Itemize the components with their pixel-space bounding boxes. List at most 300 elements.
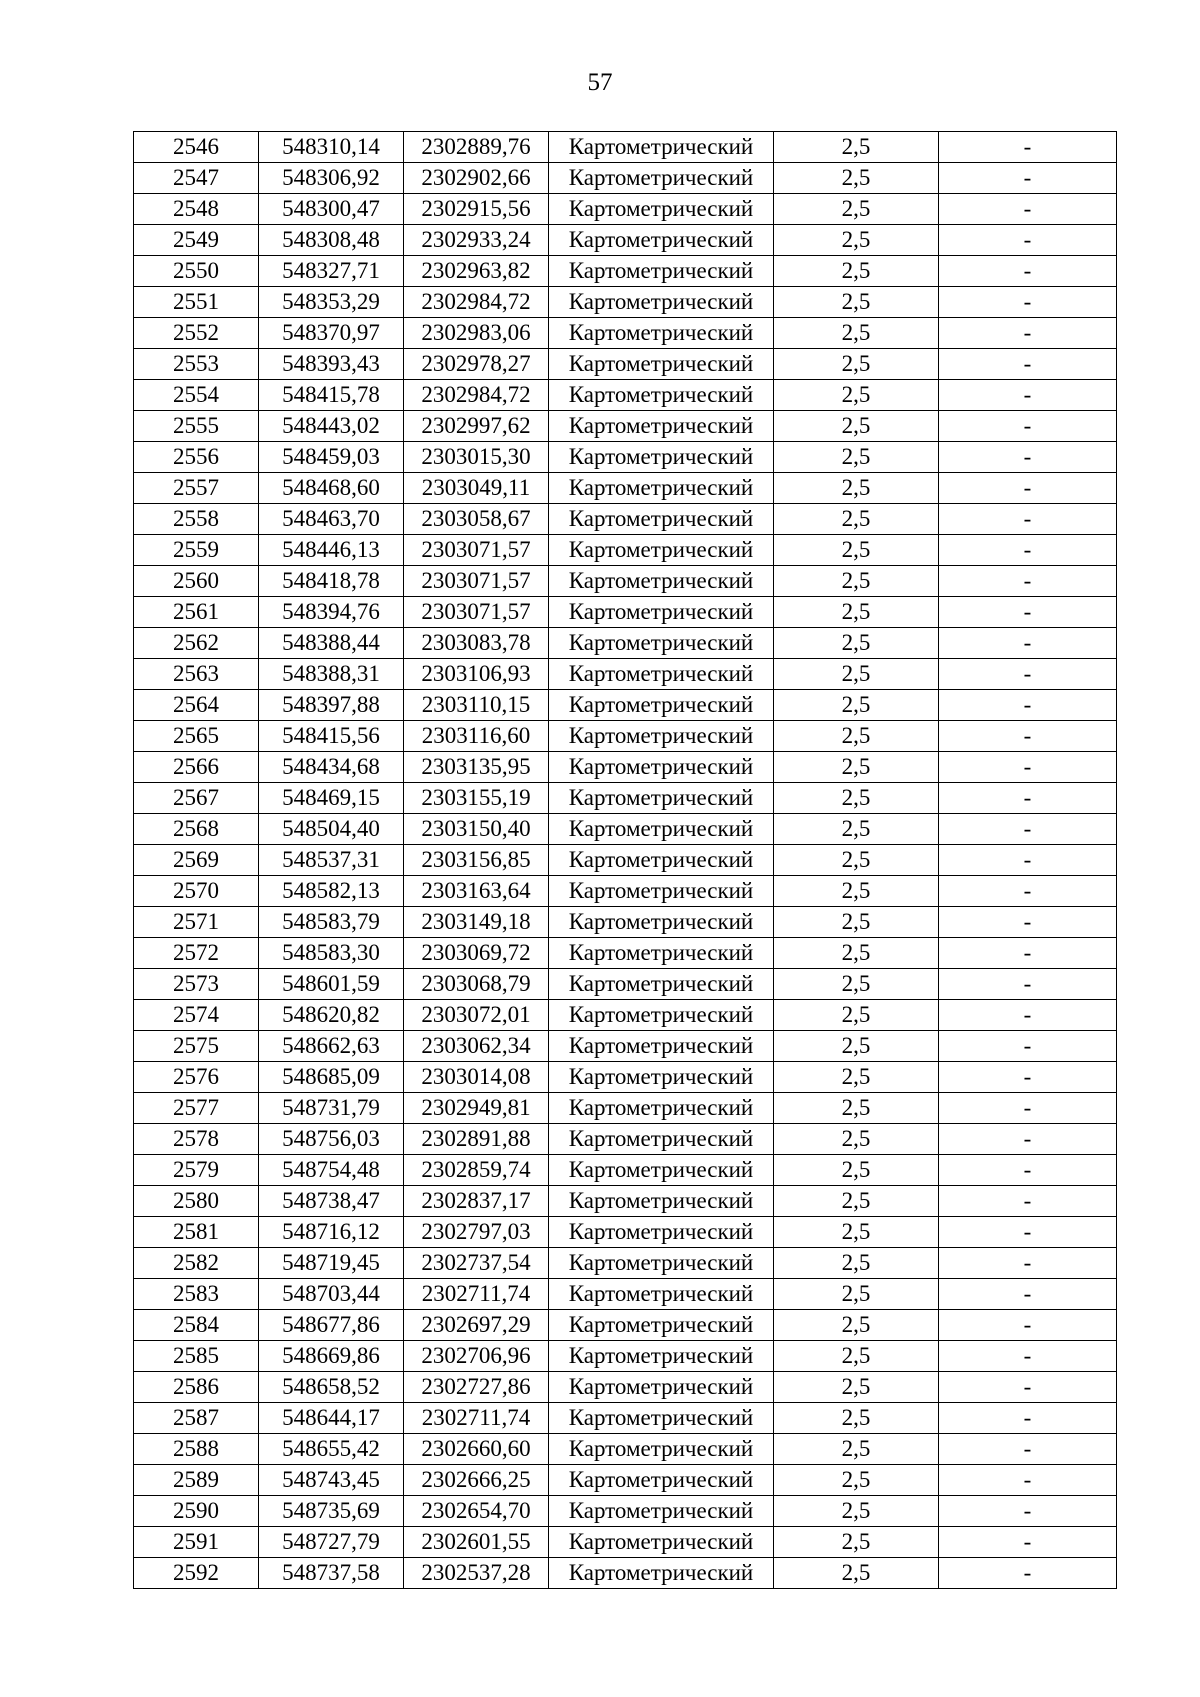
method-cell: Картометрический — [549, 1403, 774, 1434]
table-row — [134, 1093, 1117, 1124]
method-cell: Картометрический — [549, 876, 774, 907]
table-row — [134, 752, 1117, 783]
point-number-cell: 2547 — [134, 163, 259, 194]
y-coordinate-cell: 2302660,60 — [404, 1434, 549, 1465]
y-coordinate-cell: 2302666,25 — [404, 1465, 549, 1496]
accuracy-cell: 2,5 — [774, 566, 939, 597]
accuracy-cell: 2,5 — [774, 1279, 939, 1310]
y-coordinate-cell: 2302984,72 — [404, 380, 549, 411]
x-coordinate-cell: 548716,12 — [259, 1217, 404, 1248]
x-coordinate-cell: 548677,86 — [259, 1310, 404, 1341]
point-number-cell: 2577 — [134, 1093, 259, 1124]
point-number-cell: 2551 — [134, 287, 259, 318]
page-number: 57 — [587, 69, 613, 96]
accuracy-cell: 2,5 — [774, 380, 939, 411]
method-cell: Картометрический — [549, 721, 774, 752]
description-cell: - — [939, 1341, 1117, 1372]
method-cell: Картометрический — [549, 318, 774, 349]
description-cell: - — [939, 1155, 1117, 1186]
method-cell: Картометрический — [549, 349, 774, 380]
accuracy-cell: 2,5 — [774, 938, 939, 969]
accuracy-cell: 2,5 — [774, 225, 939, 256]
accuracy-cell: 2,5 — [774, 1217, 939, 1248]
point-number-cell: 2579 — [134, 1155, 259, 1186]
point-number-cell: 2561 — [134, 597, 259, 628]
y-coordinate-cell: 2303062,34 — [404, 1031, 549, 1062]
description-cell: - — [939, 597, 1117, 628]
description-cell: - — [939, 473, 1117, 504]
y-coordinate-cell: 2303150,40 — [404, 814, 549, 845]
x-coordinate-cell: 548727,79 — [259, 1527, 404, 1558]
method-cell: Картометрический — [549, 938, 774, 969]
y-coordinate-cell: 2302797,03 — [404, 1217, 549, 1248]
accuracy-cell: 2,5 — [774, 287, 939, 318]
point-number-cell: 2585 — [134, 1341, 259, 1372]
x-coordinate-cell: 548669,86 — [259, 1341, 404, 1372]
accuracy-cell: 2,5 — [774, 659, 939, 690]
accuracy-cell: 2,5 — [774, 132, 939, 163]
accuracy-cell: 2,5 — [774, 1155, 939, 1186]
accuracy-cell: 2,5 — [774, 1062, 939, 1093]
y-coordinate-cell: 2303163,64 — [404, 876, 549, 907]
y-coordinate-cell: 2302711,74 — [404, 1279, 549, 1310]
method-cell: Картометрический — [549, 845, 774, 876]
method-cell: Картометрический — [549, 1496, 774, 1527]
accuracy-cell: 2,5 — [774, 690, 939, 721]
coordinates-table-body — [134, 132, 1117, 1589]
table-row — [134, 442, 1117, 473]
x-coordinate-cell: 548582,13 — [259, 876, 404, 907]
table-row — [134, 566, 1117, 597]
method-cell: Картометрический — [549, 1000, 774, 1031]
table-row — [134, 1434, 1117, 1465]
y-coordinate-cell: 2303116,60 — [404, 721, 549, 752]
x-coordinate-cell: 548737,58 — [259, 1558, 404, 1589]
x-coordinate-cell: 548388,44 — [259, 628, 404, 659]
method-cell: Картометрический — [549, 1186, 774, 1217]
accuracy-cell: 2,5 — [774, 504, 939, 535]
point-number-cell: 2581 — [134, 1217, 259, 1248]
x-coordinate-cell: 548415,78 — [259, 380, 404, 411]
description-cell: - — [939, 907, 1117, 938]
description-cell: - — [939, 938, 1117, 969]
y-coordinate-cell: 2302978,27 — [404, 349, 549, 380]
accuracy-cell: 2,5 — [774, 256, 939, 287]
point-number-cell: 2553 — [134, 349, 259, 380]
table-row — [134, 1186, 1117, 1217]
point-number-cell: 2583 — [134, 1279, 259, 1310]
y-coordinate-cell: 2303058,67 — [404, 504, 549, 535]
x-coordinate-cell: 548468,60 — [259, 473, 404, 504]
method-cell: Картометрический — [549, 1062, 774, 1093]
table-row — [134, 1558, 1117, 1589]
method-cell: Картометрический — [549, 1124, 774, 1155]
point-number-cell: 2590 — [134, 1496, 259, 1527]
description-cell: - — [939, 194, 1117, 225]
y-coordinate-cell: 2302727,86 — [404, 1372, 549, 1403]
accuracy-cell: 2,5 — [774, 845, 939, 876]
y-coordinate-cell: 2302706,96 — [404, 1341, 549, 1372]
y-coordinate-cell: 2303071,57 — [404, 535, 549, 566]
x-coordinate-cell: 548644,17 — [259, 1403, 404, 1434]
point-number-cell: 2578 — [134, 1124, 259, 1155]
x-coordinate-cell: 548418,78 — [259, 566, 404, 597]
point-number-cell: 2556 — [134, 442, 259, 473]
point-number-cell: 2557 — [134, 473, 259, 504]
y-coordinate-cell: 2303015,30 — [404, 442, 549, 473]
table-row — [134, 1465, 1117, 1496]
x-coordinate-cell: 548583,79 — [259, 907, 404, 938]
x-coordinate-cell: 548327,71 — [259, 256, 404, 287]
accuracy-cell: 2,5 — [774, 1527, 939, 1558]
y-coordinate-cell: 2302837,17 — [404, 1186, 549, 1217]
y-coordinate-cell: 2302711,74 — [404, 1403, 549, 1434]
description-cell: - — [939, 1496, 1117, 1527]
description-cell: - — [939, 1031, 1117, 1062]
method-cell: Картометрический — [549, 1434, 774, 1465]
accuracy-cell: 2,5 — [774, 876, 939, 907]
description-cell: - — [939, 411, 1117, 442]
accuracy-cell: 2,5 — [774, 411, 939, 442]
accuracy-cell: 2,5 — [774, 1124, 939, 1155]
table-row — [134, 659, 1117, 690]
method-cell: Картометрический — [549, 163, 774, 194]
description-cell: - — [939, 1465, 1117, 1496]
description-cell: - — [939, 1403, 1117, 1434]
method-cell: Картометрический — [549, 411, 774, 442]
x-coordinate-cell: 548459,03 — [259, 442, 404, 473]
y-coordinate-cell: 2302983,06 — [404, 318, 549, 349]
table-row — [134, 1062, 1117, 1093]
description-cell: - — [939, 1279, 1117, 1310]
table-row — [134, 1217, 1117, 1248]
table-row — [134, 907, 1117, 938]
y-coordinate-cell: 2303049,11 — [404, 473, 549, 504]
description-cell: - — [939, 287, 1117, 318]
method-cell: Картометрический — [549, 535, 774, 566]
x-coordinate-cell: 548620,82 — [259, 1000, 404, 1031]
point-number-cell: 2546 — [134, 132, 259, 163]
x-coordinate-cell: 548662,63 — [259, 1031, 404, 1062]
y-coordinate-cell: 2303106,93 — [404, 659, 549, 690]
point-number-cell: 2554 — [134, 380, 259, 411]
x-coordinate-cell: 548370,97 — [259, 318, 404, 349]
point-number-cell: 2550 — [134, 256, 259, 287]
x-coordinate-cell: 548754,48 — [259, 1155, 404, 1186]
accuracy-cell: 2,5 — [774, 814, 939, 845]
description-cell: - — [939, 1217, 1117, 1248]
x-coordinate-cell: 548463,70 — [259, 504, 404, 535]
table-row — [134, 132, 1117, 163]
accuracy-cell: 2,5 — [774, 1372, 939, 1403]
table-row — [134, 814, 1117, 845]
point-number-cell: 2572 — [134, 938, 259, 969]
table-row — [134, 380, 1117, 411]
description-cell: - — [939, 1062, 1117, 1093]
method-cell: Картометрический — [549, 504, 774, 535]
y-coordinate-cell: 2302889,76 — [404, 132, 549, 163]
method-cell: Картометрический — [549, 907, 774, 938]
x-coordinate-cell: 548393,43 — [259, 349, 404, 380]
y-coordinate-cell: 2302915,56 — [404, 194, 549, 225]
description-cell: - — [939, 1372, 1117, 1403]
y-coordinate-cell: 2302933,24 — [404, 225, 549, 256]
point-number-cell: 2559 — [134, 535, 259, 566]
accuracy-cell: 2,5 — [774, 1310, 939, 1341]
y-coordinate-cell: 2302963,82 — [404, 256, 549, 287]
x-coordinate-cell: 548601,59 — [259, 969, 404, 1000]
description-cell: - — [939, 132, 1117, 163]
accuracy-cell: 2,5 — [774, 597, 939, 628]
y-coordinate-cell: 2303068,79 — [404, 969, 549, 1000]
table-row — [134, 1496, 1117, 1527]
point-number-cell: 2588 — [134, 1434, 259, 1465]
y-coordinate-cell: 2302859,74 — [404, 1155, 549, 1186]
table-row — [134, 783, 1117, 814]
description-cell: - — [939, 1310, 1117, 1341]
y-coordinate-cell: 2303135,95 — [404, 752, 549, 783]
coordinates-table — [133, 131, 1117, 1589]
description-cell: - — [939, 256, 1117, 287]
table-row — [134, 628, 1117, 659]
method-cell: Картометрический — [549, 1279, 774, 1310]
table-row — [134, 318, 1117, 349]
method-cell: Картометрический — [549, 1248, 774, 1279]
x-coordinate-cell: 548415,56 — [259, 721, 404, 752]
point-number-cell: 2584 — [134, 1310, 259, 1341]
table-row — [134, 721, 1117, 752]
accuracy-cell: 2,5 — [774, 907, 939, 938]
table-row — [134, 256, 1117, 287]
table-row — [134, 1372, 1117, 1403]
method-cell: Картометрический — [549, 597, 774, 628]
method-cell: Картометрический — [549, 473, 774, 504]
description-cell: - — [939, 690, 1117, 721]
point-number-cell: 2563 — [134, 659, 259, 690]
accuracy-cell: 2,5 — [774, 1465, 939, 1496]
table-row — [134, 1155, 1117, 1186]
description-cell: - — [939, 876, 1117, 907]
x-coordinate-cell: 548306,92 — [259, 163, 404, 194]
table-row — [134, 845, 1117, 876]
table-row — [134, 163, 1117, 194]
table-row — [134, 1124, 1117, 1155]
accuracy-cell: 2,5 — [774, 1403, 939, 1434]
description-cell: - — [939, 752, 1117, 783]
description-cell: - — [939, 566, 1117, 597]
x-coordinate-cell: 548434,68 — [259, 752, 404, 783]
method-cell: Картометрический — [549, 690, 774, 721]
point-number-cell: 2555 — [134, 411, 259, 442]
accuracy-cell: 2,5 — [774, 194, 939, 225]
accuracy-cell: 2,5 — [774, 1186, 939, 1217]
table-row — [134, 1248, 1117, 1279]
method-cell: Картометрический — [549, 814, 774, 845]
accuracy-cell: 2,5 — [774, 721, 939, 752]
x-coordinate-cell: 548703,44 — [259, 1279, 404, 1310]
point-number-cell: 2570 — [134, 876, 259, 907]
method-cell: Картометрический — [549, 380, 774, 411]
method-cell: Картометрический — [549, 752, 774, 783]
point-number-cell: 2558 — [134, 504, 259, 535]
y-coordinate-cell: 2303014,08 — [404, 1062, 549, 1093]
y-coordinate-cell: 2302984,72 — [404, 287, 549, 318]
y-coordinate-cell: 2303069,72 — [404, 938, 549, 969]
point-number-cell: 2586 — [134, 1372, 259, 1403]
table-row — [134, 1279, 1117, 1310]
x-coordinate-cell: 548735,69 — [259, 1496, 404, 1527]
x-coordinate-cell: 548658,52 — [259, 1372, 404, 1403]
point-number-cell: 2567 — [134, 783, 259, 814]
point-number-cell: 2582 — [134, 1248, 259, 1279]
method-cell: Картометрический — [549, 194, 774, 225]
accuracy-cell: 2,5 — [774, 1248, 939, 1279]
table-row — [134, 473, 1117, 504]
description-cell: - — [939, 163, 1117, 194]
point-number-cell: 2568 — [134, 814, 259, 845]
table-row — [134, 969, 1117, 1000]
y-coordinate-cell: 2303155,19 — [404, 783, 549, 814]
x-coordinate-cell: 548446,13 — [259, 535, 404, 566]
point-number-cell: 2592 — [134, 1558, 259, 1589]
x-coordinate-cell: 548738,47 — [259, 1186, 404, 1217]
table-row — [134, 876, 1117, 907]
method-cell: Картометрический — [549, 1031, 774, 1062]
y-coordinate-cell: 2302601,55 — [404, 1527, 549, 1558]
accuracy-cell: 2,5 — [774, 783, 939, 814]
description-cell: - — [939, 1558, 1117, 1589]
y-coordinate-cell: 2302697,29 — [404, 1310, 549, 1341]
y-coordinate-cell: 2302902,66 — [404, 163, 549, 194]
table-row — [134, 1527, 1117, 1558]
table-row — [134, 535, 1117, 566]
table-row — [134, 287, 1117, 318]
x-coordinate-cell: 548504,40 — [259, 814, 404, 845]
point-number-cell: 2576 — [134, 1062, 259, 1093]
description-cell: - — [939, 1186, 1117, 1217]
y-coordinate-cell: 2303071,57 — [404, 597, 549, 628]
y-coordinate-cell: 2303083,78 — [404, 628, 549, 659]
method-cell: Картометрический — [549, 442, 774, 473]
y-coordinate-cell: 2303110,15 — [404, 690, 549, 721]
accuracy-cell: 2,5 — [774, 318, 939, 349]
table-row — [134, 1341, 1117, 1372]
accuracy-cell: 2,5 — [774, 752, 939, 783]
y-coordinate-cell: 2302654,70 — [404, 1496, 549, 1527]
y-coordinate-cell: 2303072,01 — [404, 1000, 549, 1031]
x-coordinate-cell: 548469,15 — [259, 783, 404, 814]
point-number-cell: 2589 — [134, 1465, 259, 1496]
accuracy-cell: 2,5 — [774, 1000, 939, 1031]
x-coordinate-cell: 548731,79 — [259, 1093, 404, 1124]
y-coordinate-cell: 2302997,62 — [404, 411, 549, 442]
accuracy-cell: 2,5 — [774, 1031, 939, 1062]
method-cell: Картометрический — [549, 1527, 774, 1558]
description-cell: - — [939, 1248, 1117, 1279]
method-cell: Картометрический — [549, 969, 774, 1000]
accuracy-cell: 2,5 — [774, 1434, 939, 1465]
description-cell: - — [939, 535, 1117, 566]
y-coordinate-cell: 2303156,85 — [404, 845, 549, 876]
description-cell: - — [939, 969, 1117, 1000]
method-cell: Картометрический — [549, 1155, 774, 1186]
point-number-cell: 2587 — [134, 1403, 259, 1434]
description-cell: - — [939, 1527, 1117, 1558]
table-row — [134, 938, 1117, 969]
x-coordinate-cell: 548655,42 — [259, 1434, 404, 1465]
y-coordinate-cell: 2303071,57 — [404, 566, 549, 597]
point-number-cell: 2575 — [134, 1031, 259, 1062]
accuracy-cell: 2,5 — [774, 628, 939, 659]
x-coordinate-cell: 548537,31 — [259, 845, 404, 876]
accuracy-cell: 2,5 — [774, 1341, 939, 1372]
description-cell: - — [939, 1000, 1117, 1031]
x-coordinate-cell: 548308,48 — [259, 225, 404, 256]
accuracy-cell: 2,5 — [774, 1093, 939, 1124]
description-cell: - — [939, 442, 1117, 473]
table-row — [134, 1310, 1117, 1341]
accuracy-cell: 2,5 — [774, 442, 939, 473]
x-coordinate-cell: 548743,45 — [259, 1465, 404, 1496]
point-number-cell: 2549 — [134, 225, 259, 256]
method-cell: Картометрический — [549, 659, 774, 690]
method-cell: Картометрический — [549, 1310, 774, 1341]
x-coordinate-cell: 548443,02 — [259, 411, 404, 442]
y-coordinate-cell: 2302949,81 — [404, 1093, 549, 1124]
y-coordinate-cell: 2302737,54 — [404, 1248, 549, 1279]
point-number-cell: 2562 — [134, 628, 259, 659]
point-number-cell: 2548 — [134, 194, 259, 225]
point-number-cell: 2571 — [134, 907, 259, 938]
accuracy-cell: 2,5 — [774, 163, 939, 194]
point-number-cell: 2552 — [134, 318, 259, 349]
method-cell: Картометрический — [549, 1372, 774, 1403]
description-cell: - — [939, 1093, 1117, 1124]
table-row — [134, 690, 1117, 721]
point-number-cell: 2580 — [134, 1186, 259, 1217]
point-number-cell: 2564 — [134, 690, 259, 721]
table-row — [134, 411, 1117, 442]
accuracy-cell: 2,5 — [774, 1558, 939, 1589]
x-coordinate-cell: 548685,09 — [259, 1062, 404, 1093]
x-coordinate-cell: 548310,14 — [259, 132, 404, 163]
point-number-cell: 2591 — [134, 1527, 259, 1558]
description-cell: - — [939, 1434, 1117, 1465]
x-coordinate-cell: 548353,29 — [259, 287, 404, 318]
method-cell: Картометрический — [549, 1341, 774, 1372]
accuracy-cell: 2,5 — [774, 1496, 939, 1527]
x-coordinate-cell: 548300,47 — [259, 194, 404, 225]
description-cell: - — [939, 318, 1117, 349]
table-row — [134, 1000, 1117, 1031]
table-row — [134, 597, 1117, 628]
table-row — [134, 194, 1117, 225]
method-cell: Картометрический — [549, 1558, 774, 1589]
table-row — [134, 349, 1117, 380]
description-cell: - — [939, 504, 1117, 535]
x-coordinate-cell: 548719,45 — [259, 1248, 404, 1279]
method-cell: Картометрический — [549, 1465, 774, 1496]
method-cell: Картометрический — [549, 628, 774, 659]
method-cell: Картометрический — [549, 256, 774, 287]
x-coordinate-cell: 548756,03 — [259, 1124, 404, 1155]
description-cell: - — [939, 721, 1117, 752]
description-cell: - — [939, 349, 1117, 380]
point-number-cell: 2569 — [134, 845, 259, 876]
y-coordinate-cell: 2302537,28 — [404, 1558, 549, 1589]
accuracy-cell: 2,5 — [774, 969, 939, 1000]
table-row — [134, 1403, 1117, 1434]
